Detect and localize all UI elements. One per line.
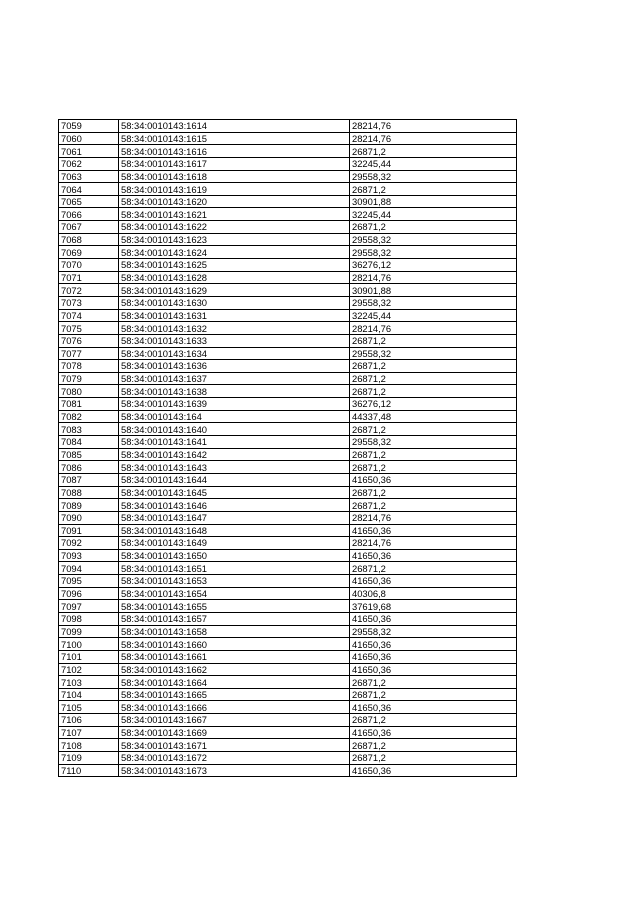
table-row [59, 398, 517, 411]
table-row [59, 575, 517, 588]
row-number-cell: 7081 [59, 398, 119, 411]
value-cell: 40306,8 [350, 587, 517, 600]
cadastral-number-cell: 58:34:0010143:1616 [119, 145, 350, 158]
row-number-cell: 7104 [59, 688, 119, 701]
row-number-cell: 7105 [59, 701, 119, 714]
cadastral-number-cell: 58:34:0010143:1664 [119, 676, 350, 689]
table-row [59, 183, 517, 196]
cadastral-number-cell: 58:34:0010143:1629 [119, 284, 350, 297]
row-number-cell: 7096 [59, 587, 119, 600]
table-row [59, 739, 517, 752]
table-row [59, 120, 517, 133]
data-table [58, 119, 517, 777]
cadastral-number-cell: 58:34:0010143:1646 [119, 499, 350, 512]
row-number-cell: 7079 [59, 372, 119, 385]
cadastral-number-cell: 58:34:0010143:1651 [119, 562, 350, 575]
value-cell: 29558,32 [350, 436, 517, 449]
row-number-cell: 7086 [59, 461, 119, 474]
value-cell: 32245,44 [350, 157, 517, 170]
cadastral-number-cell: 58:34:0010143:1665 [119, 688, 350, 701]
table-row [59, 524, 517, 537]
table-row [59, 511, 517, 524]
value-cell: 41650,36 [350, 524, 517, 537]
cadastral-number-cell: 58:34:0010143:1617 [119, 157, 350, 170]
value-cell: 28214,76 [350, 322, 517, 335]
row-number-cell: 7077 [59, 347, 119, 360]
row-number-cell: 7071 [59, 271, 119, 284]
table-row [59, 309, 517, 322]
value-cell: 26871,2 [350, 334, 517, 347]
row-number-cell: 7101 [59, 650, 119, 663]
table-row [59, 499, 517, 512]
table-row [59, 612, 517, 625]
cadastral-number-cell: 58:34:0010143:1644 [119, 473, 350, 486]
row-number-cell: 7094 [59, 562, 119, 575]
value-cell: 26871,2 [350, 486, 517, 499]
cadastral-number-cell: 58:34:0010143:1622 [119, 221, 350, 234]
table-row [59, 549, 517, 562]
value-cell: 26871,2 [350, 499, 517, 512]
row-number-cell: 7087 [59, 473, 119, 486]
value-cell: 26871,2 [350, 688, 517, 701]
table-row [59, 436, 517, 449]
table-row [59, 562, 517, 575]
row-number-cell: 7066 [59, 208, 119, 221]
row-number-cell: 7065 [59, 195, 119, 208]
row-number-cell: 7082 [59, 410, 119, 423]
value-cell: 28214,76 [350, 271, 517, 284]
row-number-cell: 7110 [59, 764, 119, 777]
table-row [59, 322, 517, 335]
table-row [59, 360, 517, 373]
table-row [59, 132, 517, 145]
value-cell: 26871,2 [350, 145, 517, 158]
row-number-cell: 7106 [59, 714, 119, 727]
table-row [59, 259, 517, 272]
row-number-cell: 7103 [59, 676, 119, 689]
value-cell: 26871,2 [350, 752, 517, 765]
cadastral-number-cell: 58:34:0010143:1673 [119, 764, 350, 777]
table-row [59, 764, 517, 777]
row-number-cell: 7076 [59, 334, 119, 347]
value-cell: 41650,36 [350, 473, 517, 486]
row-number-cell: 7100 [59, 638, 119, 651]
cadastral-number-cell: 58:34:0010143:1654 [119, 587, 350, 600]
value-cell: 41650,36 [350, 549, 517, 562]
table-row [59, 638, 517, 651]
value-cell: 41650,36 [350, 650, 517, 663]
value-cell: 36276,12 [350, 398, 517, 411]
value-cell: 36276,12 [350, 259, 517, 272]
table-row [59, 752, 517, 765]
value-cell: 41650,36 [350, 575, 517, 588]
table-row [59, 423, 517, 436]
value-cell: 29558,32 [350, 170, 517, 183]
table-row [59, 650, 517, 663]
table-row [59, 600, 517, 613]
row-number-cell: 7069 [59, 246, 119, 259]
table-row [59, 410, 517, 423]
value-cell: 41650,36 [350, 663, 517, 676]
cadastral-number-cell: 58:34:0010143:1625 [119, 259, 350, 272]
value-cell: 26871,2 [350, 461, 517, 474]
table-row [59, 347, 517, 360]
value-cell: 26871,2 [350, 423, 517, 436]
cadastral-number-cell: 58:34:0010143:1621 [119, 208, 350, 221]
row-number-cell: 7109 [59, 752, 119, 765]
row-number-cell: 7059 [59, 120, 119, 133]
table-row [59, 587, 517, 600]
cadastral-number-cell: 58:34:0010143:1649 [119, 537, 350, 550]
cadastral-number-cell: 58:34:0010143:1648 [119, 524, 350, 537]
row-number-cell: 7064 [59, 183, 119, 196]
row-number-cell: 7060 [59, 132, 119, 145]
cadastral-number-cell: 58:34:0010143:1642 [119, 448, 350, 461]
cadastral-number-cell: 58:34:0010143:1660 [119, 638, 350, 651]
row-number-cell: 7070 [59, 259, 119, 272]
row-number-cell: 7075 [59, 322, 119, 335]
row-number-cell: 7072 [59, 284, 119, 297]
value-cell: 29558,32 [350, 233, 517, 246]
row-number-cell: 7067 [59, 221, 119, 234]
cadastral-number-cell: 58:34:0010143:1634 [119, 347, 350, 360]
value-cell: 41650,36 [350, 726, 517, 739]
value-cell: 32245,44 [350, 208, 517, 221]
table-row [59, 271, 517, 284]
value-cell: 41650,36 [350, 638, 517, 651]
cadastral-number-cell: 58:34:0010143:1667 [119, 714, 350, 727]
table-row [59, 537, 517, 550]
row-number-cell: 7073 [59, 296, 119, 309]
cadastral-number-cell: 58:34:0010143:1661 [119, 650, 350, 663]
table-row [59, 170, 517, 183]
value-cell: 28214,76 [350, 537, 517, 550]
table-row [59, 208, 517, 221]
cadastral-number-cell: 58:34:0010143:1666 [119, 701, 350, 714]
cadastral-number-cell: 58:34:0010143:1653 [119, 575, 350, 588]
row-number-cell: 7098 [59, 612, 119, 625]
table-row [59, 701, 517, 714]
value-cell: 28214,76 [350, 511, 517, 524]
value-cell: 26871,2 [350, 739, 517, 752]
value-cell: 26871,2 [350, 372, 517, 385]
row-number-cell: 7088 [59, 486, 119, 499]
cadastral-number-cell: 58:34:0010143:1623 [119, 233, 350, 246]
cadastral-number-cell: 58:34:0010143:1628 [119, 271, 350, 284]
cadastral-number-cell: 58:34:0010143:1615 [119, 132, 350, 145]
value-cell: 26871,2 [350, 221, 517, 234]
row-number-cell: 7089 [59, 499, 119, 512]
row-number-cell: 7068 [59, 233, 119, 246]
value-cell: 30901,88 [350, 195, 517, 208]
table-row [59, 296, 517, 309]
table-row [59, 663, 517, 676]
row-number-cell: 7095 [59, 575, 119, 588]
row-number-cell: 7083 [59, 423, 119, 436]
row-number-cell: 7061 [59, 145, 119, 158]
cadastral-number-cell: 58:34:0010143:1614 [119, 120, 350, 133]
row-number-cell: 7093 [59, 549, 119, 562]
value-cell: 28214,76 [350, 120, 517, 133]
row-number-cell: 7063 [59, 170, 119, 183]
table-row [59, 714, 517, 727]
row-number-cell: 7084 [59, 436, 119, 449]
cadastral-number-cell: 58:34:0010143:1658 [119, 625, 350, 638]
table-row [59, 145, 517, 158]
table-row [59, 195, 517, 208]
table-row [59, 385, 517, 398]
table-row [59, 157, 517, 170]
table-row [59, 233, 517, 246]
value-cell: 26871,2 [350, 385, 517, 398]
cadastral-number-cell: 58:34:0010143:1647 [119, 511, 350, 524]
value-cell: 26871,2 [350, 183, 517, 196]
value-cell: 41650,36 [350, 701, 517, 714]
cadastral-number-cell: 58:34:0010143:1657 [119, 612, 350, 625]
cadastral-number-cell: 58:34:0010143:1630 [119, 296, 350, 309]
cadastral-number-cell: 58:34:0010143:1669 [119, 726, 350, 739]
cadastral-number-cell: 58:34:0010143:1624 [119, 246, 350, 259]
cadastral-number-cell: 58:34:0010143:1637 [119, 372, 350, 385]
cadastral-number-cell: 58:34:0010143:1636 [119, 360, 350, 373]
cadastral-number-cell: 58:34:0010143:1633 [119, 334, 350, 347]
row-number-cell: 7099 [59, 625, 119, 638]
table-row [59, 372, 517, 385]
value-cell: 37619,68 [350, 600, 517, 613]
value-cell: 30901,88 [350, 284, 517, 297]
table-row [59, 688, 517, 701]
value-cell: 26871,2 [350, 360, 517, 373]
row-number-cell: 7091 [59, 524, 119, 537]
value-cell: 26871,2 [350, 448, 517, 461]
row-number-cell: 7108 [59, 739, 119, 752]
cadastral-number-cell: 58:34:0010143:1643 [119, 461, 350, 474]
value-cell: 44337,48 [350, 410, 517, 423]
cadastral-number-cell: 58:34:0010143:1640 [119, 423, 350, 436]
row-number-cell: 7107 [59, 726, 119, 739]
value-cell: 29558,32 [350, 347, 517, 360]
cadastral-number-cell: 58:34:0010143:164 [119, 410, 350, 423]
value-cell: 28214,76 [350, 132, 517, 145]
value-cell: 29558,32 [350, 246, 517, 259]
value-cell: 41650,36 [350, 764, 517, 777]
table-row [59, 676, 517, 689]
row-number-cell: 7062 [59, 157, 119, 170]
value-cell: 26871,2 [350, 562, 517, 575]
cadastral-number-cell: 58:34:0010143:1650 [119, 549, 350, 562]
value-cell: 29558,32 [350, 296, 517, 309]
value-cell: 41650,36 [350, 612, 517, 625]
table-row [59, 726, 517, 739]
value-cell: 32245,44 [350, 309, 517, 322]
row-number-cell: 7080 [59, 385, 119, 398]
table-row [59, 284, 517, 297]
row-number-cell: 7090 [59, 511, 119, 524]
table-row [59, 246, 517, 259]
table-body [59, 120, 517, 777]
row-number-cell: 7092 [59, 537, 119, 550]
cadastral-number-cell: 58:34:0010143:1618 [119, 170, 350, 183]
cadastral-number-cell: 58:34:0010143:1672 [119, 752, 350, 765]
table-row [59, 334, 517, 347]
cadastral-number-cell: 58:34:0010143:1641 [119, 436, 350, 449]
row-number-cell: 7078 [59, 360, 119, 373]
row-number-cell: 7097 [59, 600, 119, 613]
value-cell: 26871,2 [350, 676, 517, 689]
table-row [59, 473, 517, 486]
cadastral-number-cell: 58:34:0010143:1655 [119, 600, 350, 613]
row-number-cell: 7074 [59, 309, 119, 322]
cadastral-number-cell: 58:34:0010143:1645 [119, 486, 350, 499]
table-row [59, 461, 517, 474]
table-row [59, 625, 517, 638]
cadastral-number-cell: 58:34:0010143:1620 [119, 195, 350, 208]
value-cell: 26871,2 [350, 714, 517, 727]
cadastral-number-cell: 58:34:0010143:1638 [119, 385, 350, 398]
cadastral-number-cell: 58:34:0010143:1662 [119, 663, 350, 676]
cadastral-number-cell: 58:34:0010143:1632 [119, 322, 350, 335]
cadastral-number-cell: 58:34:0010143:1639 [119, 398, 350, 411]
cadastral-number-cell: 58:34:0010143:1631 [119, 309, 350, 322]
table-row [59, 221, 517, 234]
row-number-cell: 7085 [59, 448, 119, 461]
table-row [59, 486, 517, 499]
cadastral-number-cell: 58:34:0010143:1671 [119, 739, 350, 752]
row-number-cell: 7102 [59, 663, 119, 676]
cadastral-number-cell: 58:34:0010143:1619 [119, 183, 350, 196]
value-cell: 29558,32 [350, 625, 517, 638]
table-row [59, 448, 517, 461]
